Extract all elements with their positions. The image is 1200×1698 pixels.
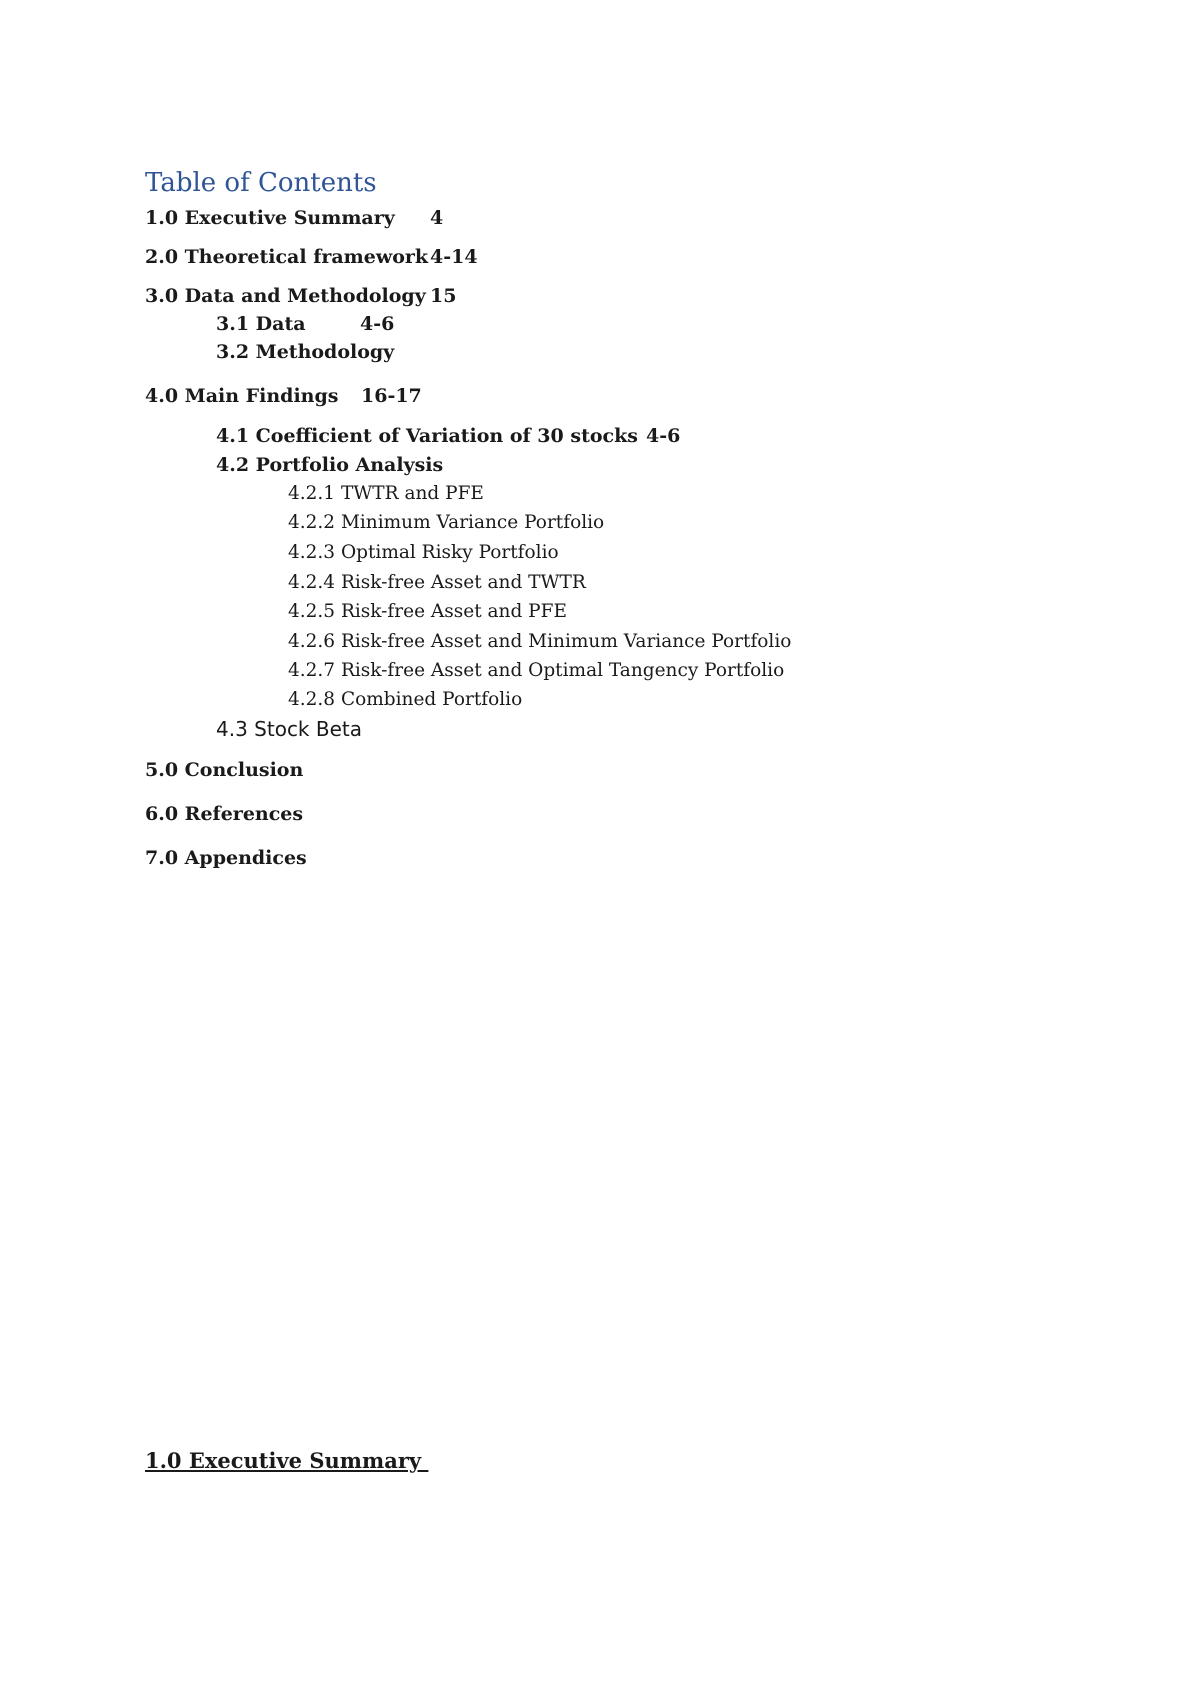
toc-entry-executive-summary[interactable] — [145, 206, 444, 230]
toc-entry-label: 4.2.4 Risk-free Asset and TWTR — [288, 572, 586, 593]
toc-entry-stock-beta[interactable] — [216, 717, 362, 741]
toc-entry-methodology[interactable] — [216, 340, 394, 364]
toc-entry-label: 4.2.3 Optimal Risky Portfolio — [288, 542, 559, 563]
toc-title: Table of Contents — [145, 168, 377, 198]
toc-entry-label: 4.2.6 Risk-free Asset and Minimum Variance Portfolio — [288, 631, 792, 652]
toc-entry-label: 4.1 Coefficient of Variation of 30 stocks — [216, 425, 638, 447]
toc-entry-label: 4.2.5 Risk-free Asset and PFE — [288, 601, 567, 622]
toc-entry-label: 4.2.2 Minimum Variance Portfolio — [288, 512, 605, 533]
toc-entry-optimal-risky[interactable] — [288, 541, 559, 565]
toc-entry-minimum-variance[interactable] — [288, 511, 604, 535]
toc-entry-label: 4.3 Stock Beta — [216, 717, 362, 741]
toc-entry-riskfree-minimum-variance[interactable] — [288, 630, 791, 654]
toc-entry-page: 15 — [430, 285, 457, 307]
toc-entry-label: 4.2.8 Combined Portfolio — [288, 689, 523, 710]
toc-entry-label: 5.0 Conclusion — [145, 759, 304, 781]
toc-entry-label: 4.2.7 Risk-free Asset and Optimal Tangency Portfolio — [288, 660, 785, 681]
section-heading-executive-summary: 1.0 Executive Summary — [145, 1448, 429, 1473]
toc-entry-combined-portfolio[interactable] — [288, 688, 522, 712]
toc-entry-label: 6.0 References — [145, 803, 304, 825]
toc-entry-label: 3.2 Methodology — [216, 341, 395, 363]
toc-entry-label: 2.0 Theoretical framework — [145, 246, 429, 268]
toc-entry-riskfree-twtr[interactable] — [288, 571, 586, 595]
toc-entry-label: 3.1 Data — [216, 313, 306, 335]
toc-entry-data-methodology[interactable] — [145, 284, 457, 308]
toc-entry-label: 4.0 Main Findings — [145, 385, 339, 407]
toc-entry-label: 4.2 Portfolio Analysis — [216, 454, 444, 476]
toc-entry-page: 16-17 — [361, 385, 422, 407]
toc-entry-label: 3.0 Data and Methodology — [145, 285, 426, 307]
toc-entry-label: 4.2.1 TWTR and PFE — [288, 483, 484, 504]
toc-entry-label: 1.0 Executive Summary — [145, 207, 395, 229]
toc-entry-page: 4 — [430, 207, 444, 229]
toc-entry-page: 4-6 — [360, 313, 395, 335]
toc-entry-riskfree-pfe[interactable] — [288, 600, 567, 624]
toc-entry-main-findings[interactable] — [145, 384, 422, 408]
toc-entry-references[interactable] — [145, 802, 303, 826]
toc-entry-theoretical-framework[interactable] — [145, 245, 478, 269]
toc-entry-page: 4-14 — [430, 246, 478, 268]
toc-entry-data[interactable] — [216, 312, 395, 336]
toc-entry-twtr-pfe[interactable] — [288, 482, 484, 506]
toc-entry-appendices[interactable] — [145, 846, 307, 870]
toc-entry-riskfree-optimal-tangency[interactable] — [288, 659, 784, 683]
toc-entry-coefficient-of-variation[interactable] — [216, 424, 681, 448]
toc-entry-conclusion[interactable] — [145, 758, 303, 782]
toc-entry-portfolio-analysis[interactable] — [216, 453, 443, 477]
toc-entry-page: 4-6 — [646, 425, 681, 447]
toc-entry-label: 7.0 Appendices — [145, 847, 307, 869]
